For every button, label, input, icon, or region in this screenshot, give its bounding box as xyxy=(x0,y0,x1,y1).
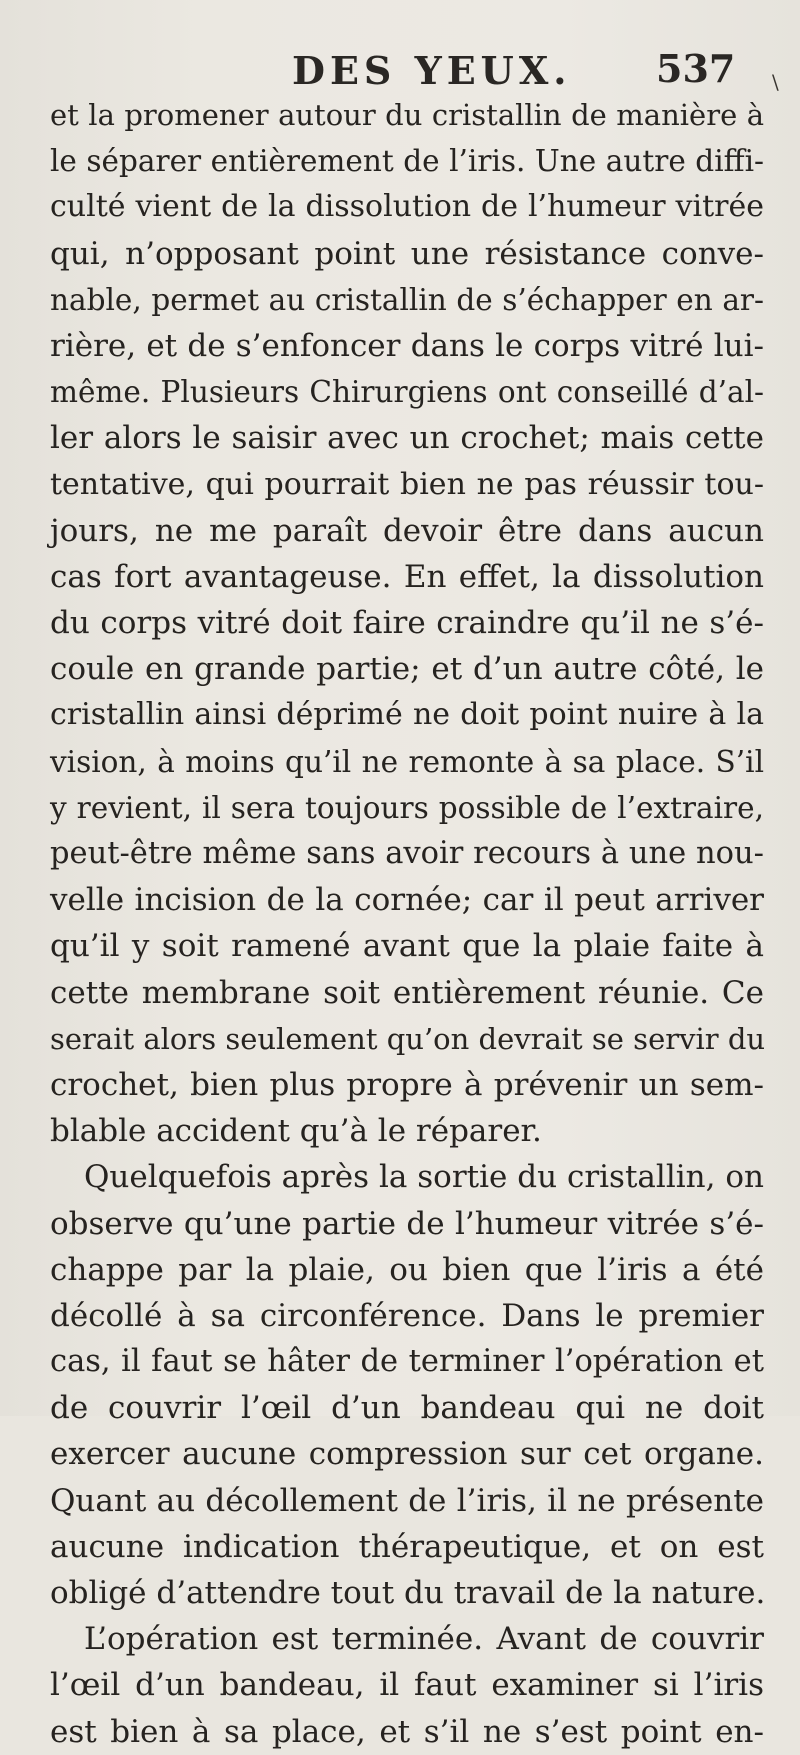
text-line: peut-être même sans avoir recours à une nou- xyxy=(50,836,764,871)
text-line: culté vient de la dissolution de l’humeur vitrée xyxy=(50,189,764,225)
text-line: cette membrane soit entièrement réunie. Ce xyxy=(50,974,764,1011)
text-line: et la promener autour du cristallin de manière à xyxy=(50,98,764,132)
text-line: Quant au décollement de l’iris, il ne présente xyxy=(50,1482,764,1519)
text-line: de couvrir l’œil d’un bandeau qui ne doit xyxy=(50,1390,764,1427)
text-line: exercer aucune compression sur cet organe. xyxy=(50,1436,764,1473)
text-line: tentative, qui pourrait bien ne pas réussir tou- xyxy=(50,466,764,502)
text-line: qu’il y soit ramené avant que la plaie faite à xyxy=(50,928,764,965)
body-text xyxy=(50,92,764,1755)
paragraph-start-line: L’opération est terminée. Avant de couvrir xyxy=(84,1621,764,1658)
text-line: y revient, il sera toujours possible de l’extraire, xyxy=(50,790,764,825)
paragraph-start-line: Quelquefois après la sortie du cristallin, on xyxy=(84,1159,764,1196)
margin-mark: \ xyxy=(772,70,779,94)
text-line: rière, et de s’enfoncer dans le corps vitré lui- xyxy=(50,327,764,364)
text-line: observe qu’une partie de l’humeur vitrée s’é- xyxy=(50,1205,764,1242)
text-line: crochet, bien plus propre à prévenir un sem- xyxy=(50,1066,764,1103)
text-line: jours, ne me paraît devoir être dans aucun xyxy=(50,512,764,549)
text-line: qui, n’opposant point une résistance conve- xyxy=(50,235,764,272)
text-line: ler alors le saisir avec un crochet; mais cette xyxy=(50,420,764,457)
text-line: même. Plusieurs Chirurgiens ont conseillé d’al- xyxy=(50,375,764,410)
text-line: décollé à sa circonférence. Dans le premier xyxy=(50,1297,764,1334)
text-line: le séparer entièrement de l’iris. Une autre diffi- xyxy=(50,144,764,179)
text-line: chappe par la plaie, ou bien que l’iris a été xyxy=(50,1251,764,1288)
text-line: aucune indication thérapeutique, et on est xyxy=(50,1528,764,1565)
text-line: nable, permet au cristallin de s’échapper en ar- xyxy=(50,282,764,317)
text-line: vision, à moins qu’il ne remonte à sa place. S’il xyxy=(50,744,764,779)
paragraph-end-line: blable accident qu’à le réparer. xyxy=(50,1113,542,1150)
text-line: l’œil d’un bandeau, il faut examiner si l’iris xyxy=(50,1667,764,1704)
text-line: est bien à sa place, et s’il ne s’est point en- xyxy=(50,1713,764,1750)
text-line: serait alors seulement qu’on devrait se servir du xyxy=(50,1021,766,1056)
page-number: 537 xyxy=(656,46,736,91)
text-line: cas fort avantageuse. En effet, la dissolution xyxy=(50,558,764,595)
text-line: velle incision de la cornée; car il peut arriver xyxy=(50,882,764,919)
paragraph-end-line: obligé d’attendre tout du travail de la nature. xyxy=(50,1575,766,1611)
text-line: cas, il faut se hâter de terminer l’opération et xyxy=(50,1344,764,1380)
text-line: cristallin ainsi déprimé ne doit point nuire à la xyxy=(50,697,764,733)
text-line: du corps vitré doit faire craindre qu’il ne s’é- xyxy=(50,605,764,642)
text-line: coule en grande partie; et d’un autre côté, le xyxy=(50,651,764,688)
running-title: DES YEUX. xyxy=(292,48,572,93)
